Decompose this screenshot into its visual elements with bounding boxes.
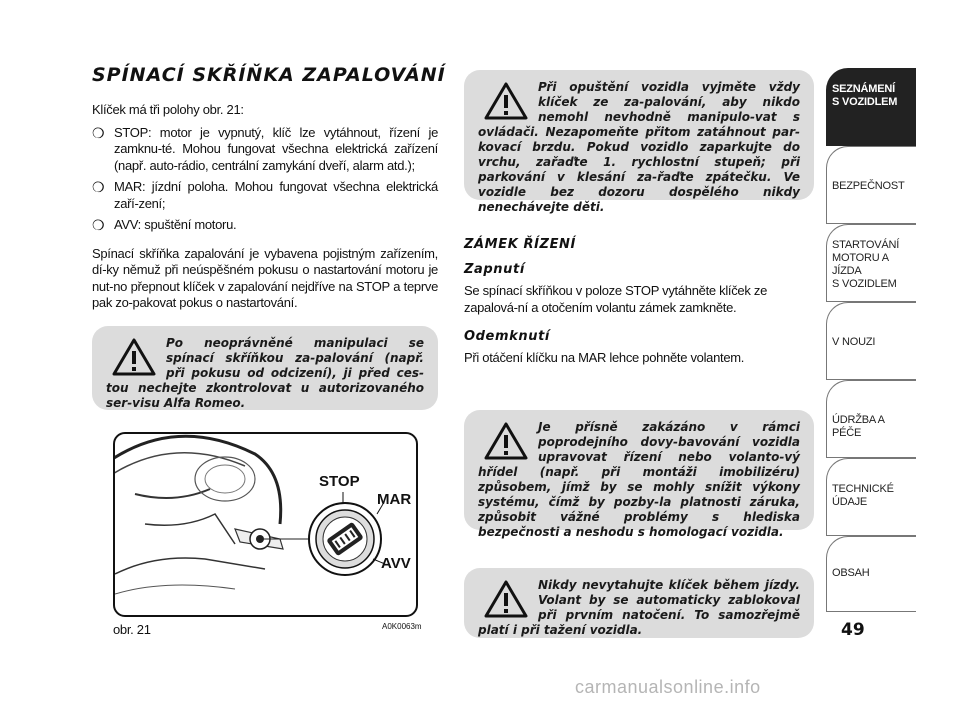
sidebar-tab-starting-driving[interactable] [826, 224, 916, 302]
tab-label: STARTOVÁNÍ [832, 239, 900, 251]
list-item [92, 217, 438, 234]
tab-label: V NOUZI [832, 336, 876, 348]
figure-caption: obr. 21 [113, 622, 151, 637]
subheading-lock: Zapnutí [464, 262, 525, 277]
warning-triangle-icon [112, 338, 156, 376]
figure-code: A0K0063m [382, 622, 422, 631]
warning-text: Nikdy nevytahujte klíček během jízdy. Volant by se automaticky zablokoval při prvním natočení. To samozřejmě platí i při tažení vozidla. [478, 578, 800, 637]
unlock-text: Při otáčení klíčku na MAR lehce pohněte volantem. [464, 350, 745, 365]
tab-label: OBSAH [832, 567, 870, 579]
list-item [92, 125, 438, 175]
section-heading: ZÁMEK ŘÍZENÍ [464, 237, 576, 252]
warning-text: Je přísně zakázáno v rámci poprodejního dovy-bavování vozidla upravovat řízení nebo volanto-vý hřídel (např. při montáži imobilizéru) způsobem, jímž by se mohly snížit výkony systému, čímž by pozby-la platnosti záruka, způsobit vážné problémy s hlediska bezpečnosti a neshodu s homologací vozidla. [478, 420, 800, 539]
list-item-text: AVV: spuštění motoru. [114, 217, 237, 232]
bullet-icon: ❍ [92, 124, 105, 141]
body-paragraph: Spínací skříňka zapalování je vybavena pojistným zařízením, dí-ky němuž při neúspěšném pokusu o nastartování motoru je nut-no přepnout klíček v zapalování nejdříve na STOP a teprve pak zo-pakovat pokus o nastartování. [92, 245, 438, 310]
ignition-illustration [115, 434, 418, 617]
tab-label: S VOZIDLEM [832, 96, 898, 108]
tab-label: TECHNICKÉ [832, 483, 894, 495]
warning-box-theft [92, 326, 438, 410]
page-number: 49 [841, 620, 865, 640]
warning-text: Při opuštění vozidla vyjměte vždy klíček ze za-palování, aby nikdo nemohl nevhodně manipulo-vat s ovládači. Nezapomeňte přitom zatáhnout par-kovací brzdu. Pokud vozidlo zaparkujte do vrchu, zařaďte 1. rychlostní stupeň; při parkování v klesání za-řaďte zpátečku. Ve vozidle bez dozoru dospělého nikdy nenechávejte děti. [478, 80, 800, 214]
mar-label: MAR [377, 491, 412, 508]
steering-lock-section [464, 236, 814, 366]
warning-triangle-icon [484, 422, 528, 460]
left-column [92, 102, 438, 318]
sidebar-tab-contents[interactable] [826, 536, 916, 612]
warning-triangle-icon [484, 580, 528, 618]
watermark: carmanualsonline.info [575, 677, 761, 697]
tab-label: S VOZIDLEM [832, 278, 897, 290]
list-item [92, 179, 438, 212]
avv-label: AVV [381, 555, 411, 572]
intro-text: Klíček má tři polohy obr. 21: [92, 102, 244, 117]
tab-label: ÚDAJE [832, 496, 868, 508]
tab-label: MOTORU A JÍZDA [832, 252, 889, 277]
ignition-figure [113, 432, 418, 617]
lock-text: Se spínací skříňkou v poloze STOP vytáhněte klíček ze zapalová-ní a otočením volantu zámek zamkněte. [464, 283, 768, 315]
sidebar-tab-technical-data[interactable] [826, 458, 916, 536]
stop-label: STOP [319, 473, 360, 490]
warning-box-modification [464, 410, 814, 539]
page-title: SPÍNACÍ SKŘÍŇKA ZAPALOVÁNÍ [92, 64, 446, 86]
position-list [92, 125, 438, 234]
bullet-icon: ❍ [92, 217, 105, 233]
bullet-icon: ❍ [92, 179, 105, 195]
warning-triangle-icon [484, 82, 528, 120]
tab-label: ÚDRŽBA A PÉČE [832, 414, 885, 439]
tab-label: BEZPEČNOST [832, 180, 905, 192]
list-item-text: STOP: motor je vypnutý, klíč lze vytáhnout, řízení je zamknu-té. Mohou fungovat všechna elektrická zařízení (např. auto-rádio, centrální zamykání dveří, alarm atd.); [114, 124, 438, 173]
sidebar-tab-safety[interactable] [826, 146, 916, 224]
sidebar-tab-maintenance[interactable] [826, 380, 916, 458]
list-item-text: MAR: jízdní poloha. Mohou fungovat všechna elektrická zaří-zení; [114, 179, 438, 211]
sidebar-tab-emergency[interactable] [826, 302, 916, 380]
subheading-unlock: Odemknutí [464, 329, 550, 344]
warning-box-driving [464, 568, 814, 638]
tab-label: SEZNÁMENÍ [832, 83, 895, 95]
warning-text: Po neoprávněné manipulaci se spínací skříňkou za-palování (např. při pokusu od odcizení), ji před ces-tou nechejte zkontrolovat u autorizovaného ser-visu Alfa Romeo. [106, 336, 424, 410]
sidebar-tab-introduction[interactable] [826, 68, 916, 146]
warning-box-leaving-vehicle [464, 70, 814, 214]
